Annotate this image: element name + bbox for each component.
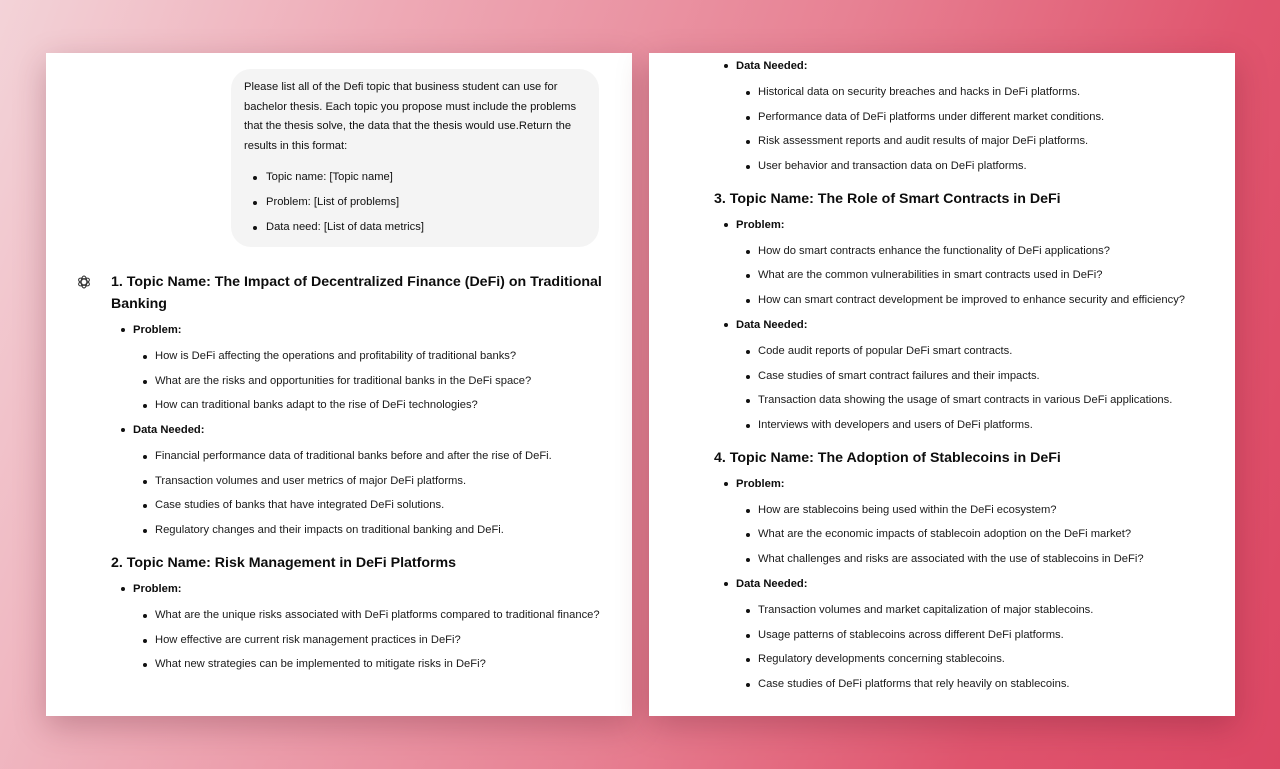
topic-title: 2. Topic Name: Risk Management in DeFi Platforms <box>111 554 457 571</box>
data-list <box>736 342 1224 435</box>
user-prompt-text: Please list all of the Defi topic that business student can use for bachelor thesis. Each topic you propose must include the problems that the thesis solve, the data that the thesis would use.Return the results in this format: <box>244 81 577 152</box>
data-list <box>736 83 1224 176</box>
problem-item: How can traditional banks adapt to the rise of DeFi technologies? <box>133 396 611 415</box>
problem-label: Problem: <box>714 475 1224 493</box>
format-item: Problem: [List of problems] <box>244 193 585 213</box>
assistant-answer-part-2 <box>714 53 1224 699</box>
data-item: Historical data on security breaches and hacks in DeFi platforms. <box>736 83 1224 102</box>
data-needed-label: Data Needed: <box>111 421 611 439</box>
data-item: Case studies of banks that have integrated DeFi solutions. <box>133 496 611 515</box>
problem-item: How do smart contracts enhance the functionality of DeFi applications? <box>736 242 1224 261</box>
data-item: Transaction volumes and market capitalization of major stablecoins. <box>736 601 1224 620</box>
problem-list <box>736 501 1224 569</box>
assistant-logo-icon <box>76 274 92 290</box>
data-item: Transaction volumes and user metrics of major DeFi platforms. <box>133 472 611 491</box>
topic-title: 3. Topic Name: The Role of Smart Contracts in DeFi <box>714 190 1061 207</box>
problem-label: Problem: <box>714 216 1224 234</box>
data-item: Regulatory changes and their impacts on traditional banking and DeFi. <box>133 521 611 540</box>
data-item: Regulatory developments concerning stablecoins. <box>736 650 1224 669</box>
right-chat-panel <box>649 53 1235 716</box>
problem-label: Problem: <box>111 321 611 339</box>
problem-label: Problem: <box>111 580 611 598</box>
data-needed-label: Data Needed: <box>714 316 1224 334</box>
data-item: Transaction data showing the usage of smart contracts in various DeFi applications. <box>736 391 1224 410</box>
problem-item: How are stablecoins being used within the DeFi ecosystem? <box>736 501 1224 520</box>
format-item: Data need: [List of data metrics] <box>244 218 585 238</box>
problem-item: What are the economic impacts of stablecoin adoption on the DeFi market? <box>736 525 1224 544</box>
data-item: Code audit reports of popular DeFi smart contracts. <box>736 342 1224 361</box>
problem-list <box>736 242 1224 310</box>
data-item: Risk assessment reports and audit results of major DeFi platforms. <box>736 132 1224 151</box>
data-item: User behavior and transaction data on DeFi platforms. <box>736 157 1224 176</box>
problem-item: How is DeFi affecting the operations and profitability of traditional banks? <box>133 347 611 366</box>
data-needed-label: Data Needed: <box>714 57 1224 75</box>
left-chat-panel <box>46 53 632 716</box>
data-item: Case studies of DeFi platforms that rely heavily on stablecoins. <box>736 675 1224 694</box>
data-list <box>736 601 1224 694</box>
data-item: Performance data of DeFi platforms under different market conditions. <box>736 108 1224 127</box>
data-item: Financial performance data of traditional banks before and after the rise of DeFi. <box>133 447 611 466</box>
data-item: Usage patterns of stablecoins across different DeFi platforms. <box>736 626 1224 645</box>
problem-item: What new strategies can be implemented to mitigate risks in DeFi? <box>133 655 611 674</box>
problem-item: How can smart contract development be improved to enhance security and efficiency? <box>736 291 1224 310</box>
format-list <box>244 168 585 238</box>
problem-list <box>133 347 611 415</box>
problem-item: How effective are current risk management practices in DeFi? <box>133 631 611 650</box>
topic-title: 1. Topic Name: The Impact of Decentralized Finance (DeFi) on Traditional Banking <box>111 274 602 312</box>
data-needed-label: Data Needed: <box>714 575 1224 593</box>
problem-item: What are the risks and opportunities for traditional banks in the DeFi space? <box>133 372 611 391</box>
topic-title: 4. Topic Name: The Adoption of Stablecoins in DeFi <box>714 449 1061 466</box>
user-message-bubble <box>231 69 599 247</box>
assistant-answer-part-1 <box>111 271 611 680</box>
problem-item: What are the common vulnerabilities in smart contracts used in DeFi? <box>736 266 1224 285</box>
data-item: Interviews with developers and users of DeFi platforms. <box>736 416 1224 435</box>
data-item: Case studies of smart contract failures and their impacts. <box>736 367 1224 386</box>
format-item: Topic name: [Topic name] <box>244 168 585 188</box>
problem-item: What are the unique risks associated with DeFi platforms compared to traditional finance? <box>133 606 611 625</box>
problem-item: What challenges and risks are associated with the use of stablecoins in DeFi? <box>736 550 1224 569</box>
data-list <box>133 447 611 540</box>
problem-list <box>133 606 611 674</box>
